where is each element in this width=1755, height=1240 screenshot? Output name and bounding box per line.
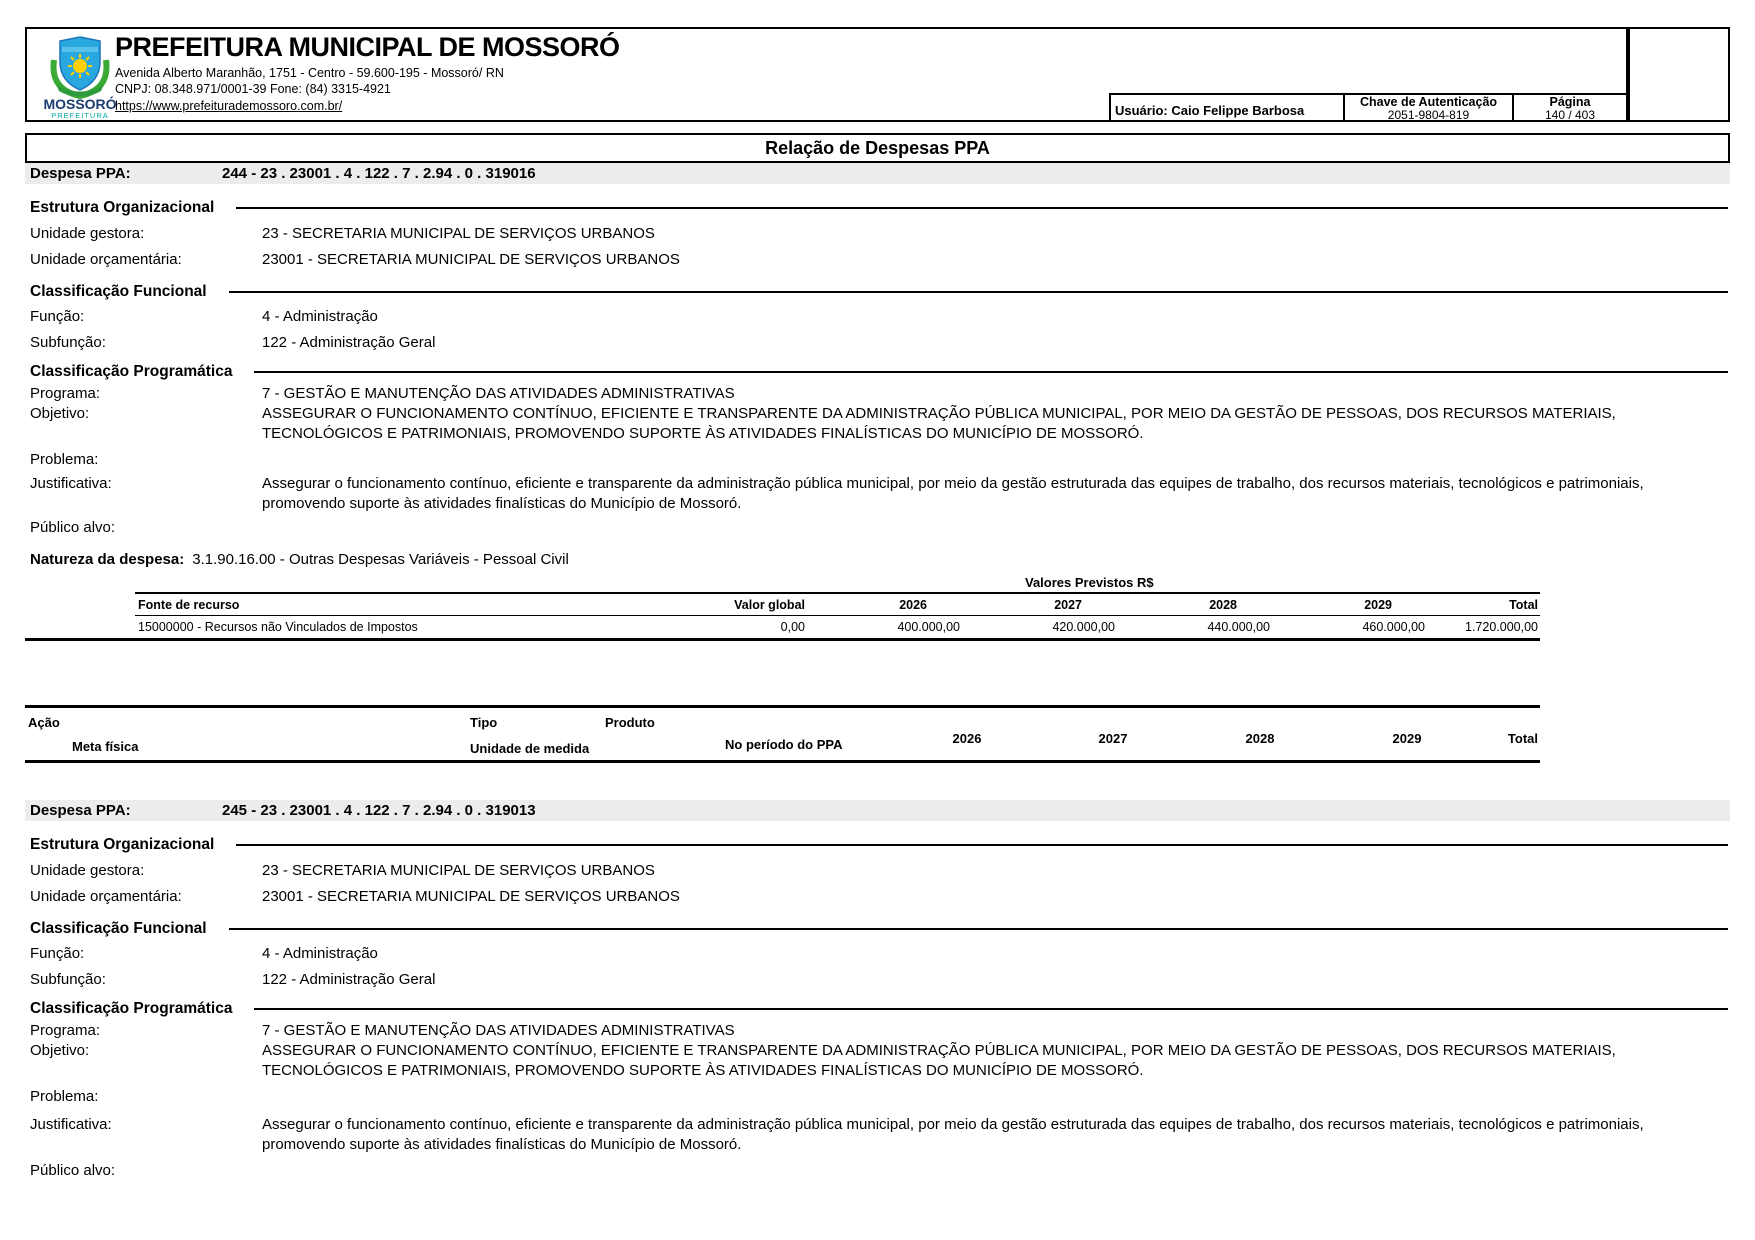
field-value: 23 - SECRETARIA MUNICIPAL DE SERVIÇOS URBANOS	[262, 862, 655, 879]
field-label: Público alvo:	[30, 519, 116, 536]
despesa-code: 244 - 23 . 23001 . 4 . 122 . 7 . 2.94 . 0 . 319016	[222, 165, 536, 182]
valores-previstos-title: Valores Previstos R$	[1025, 575, 1154, 590]
col-fonte-de-recurso: Fonte de recurso	[138, 597, 240, 612]
field-subfuncao	[25, 333, 1730, 353]
section-heading-funcional	[25, 282, 1730, 302]
page-label: Página	[1549, 95, 1591, 109]
field-value: 7 - GESTÃO E MANUTENÇÃO DAS ATIVIDADES ADMINISTRATIVAS	[262, 385, 735, 402]
field-problema	[25, 450, 1730, 470]
section-heading-funcional	[25, 919, 1730, 939]
field-label: Justificativa:	[30, 1116, 112, 1133]
field-funcao	[25, 944, 1730, 964]
section-heading-estrutura	[25, 835, 1730, 855]
logo-subtitle: PREFEITURA	[51, 111, 109, 120]
field-value: 23001 - SECRETARIA MUNICIPAL DE SERVIÇOS URBANOS	[262, 888, 680, 905]
auth-key-cell	[1343, 95, 1512, 120]
col-meta-fisica: Meta física	[72, 739, 139, 754]
heading-text: Classificação Programática	[30, 363, 233, 380]
despesa-band	[25, 163, 1730, 184]
field-value	[262, 450, 1730, 470]
header-user-table	[1109, 93, 1626, 120]
field-value	[262, 1161, 1730, 1181]
header	[25, 27, 1730, 122]
despesa-section-244	[25, 163, 1730, 763]
field-label: Programa:	[30, 1022, 101, 1039]
field-value	[262, 1087, 1730, 1107]
cell-total: 1.720.000,00	[1465, 620, 1538, 634]
sun-icon	[73, 59, 87, 73]
section-heading-programatica	[25, 999, 1730, 1019]
field-value	[262, 518, 1730, 538]
col-unidade-de-medida: Unidade de medida	[470, 741, 590, 756]
field-value: Assegurar o funcionamento contínuo, eficiente e transparente da administração pública municipal, por meio da gestão estruturada das equipes de trabalho, dos recursos materiais, tecnológicos e patrimoniais, promovendo suporte às atividades finalísticas do Município de Mossoró.	[262, 1116, 1644, 1153]
shield-band	[62, 47, 98, 52]
logo-name: MOSSORÓ	[43, 96, 117, 112]
field-programa	[25, 384, 1730, 404]
field-label: Justificativa:	[30, 475, 112, 492]
cell-fonte: 15000000 - Recursos não Vinculados de Impostos	[138, 620, 418, 634]
user-info: Usuário: Caio Felippe Barbosa	[1115, 103, 1305, 118]
field-value: Assegurar o funcionamento contínuo, eficiente e transparente da administração pública municipal, por meio da gestão estruturada das equipes de trabalho, dos recursos materiais, tecnológicos e patrimoniais, promovendo suporte às atividades finalísticas do Município de Mossoró.	[262, 475, 1644, 512]
field-funcao	[25, 307, 1730, 327]
field-label: Objetivo:	[30, 1042, 90, 1059]
col-year-2028: 2028	[1245, 731, 1275, 746]
org-name: PREFEITURA MUNICIPAL DE MOSSORÓ	[115, 32, 620, 62]
section-heading-estrutura	[25, 198, 1730, 218]
field-value: 122 - Administração Geral	[262, 971, 436, 988]
field-value: 7 - GESTÃO E MANUTENÇÃO DAS ATIVIDADES ADMINISTRATIVAS	[262, 1022, 735, 1039]
natureza-value: 3.1.90.16.00 - Outras Despesas Variáveis - Pessoal Civil	[192, 551, 569, 568]
field-label: Unidade orçamentária:	[30, 251, 182, 268]
field-publico-alvo	[25, 518, 1730, 538]
field-problema	[25, 1087, 1730, 1107]
fonte-table-header	[135, 592, 1540, 616]
heading-text: Estrutura Organizacional	[30, 199, 215, 216]
page-cell	[1512, 95, 1626, 120]
field-programa	[25, 1021, 1730, 1041]
field-publico-alvo	[25, 1161, 1730, 1181]
field-label: Função:	[30, 308, 85, 325]
heading-rule	[236, 844, 1728, 846]
section-heading-programatica	[25, 362, 1730, 382]
col-total: Total	[1509, 597, 1538, 612]
field-label: Objetivo:	[30, 405, 90, 422]
field-justificativa	[25, 1115, 1730, 1155]
heading-text: Classificação Funcional	[30, 283, 207, 300]
field-unidade-orcamentaria	[25, 250, 1730, 270]
field-label: Subfunção:	[30, 971, 106, 988]
field-label: Programa:	[30, 385, 101, 402]
heading-rule	[229, 928, 1728, 930]
municipality-crest-logo	[40, 32, 120, 120]
cell-2028: 440.000,00	[1207, 620, 1270, 634]
field-value: ASSEGURAR O FUNCIONAMENTO CONTÍNUO, EFICIENTE E TRANSPARENTE DA ADMINISTRAÇÃO PÚBLICA MUNICIPAL, POR MEIO DA GESTÃO DE PESSOAS, DOS RECURSOS MATERIAIS, TECNOLÓGICOS E PATRIMONIAIS, PROMOVENDO SUPORTE ÀS ATIVIDADES FINALÍSTICAS DO MUNICÍPIO DE MOSSORÓ.	[262, 1042, 1616, 1079]
col-tipo: Tipo	[470, 715, 498, 730]
field-label: Público alvo:	[30, 1162, 116, 1179]
cell-2026: 400.000,00	[897, 620, 960, 634]
cell-2027: 420.000,00	[1052, 620, 1115, 634]
org-cnpj-phone: CNPJ: 08.348.971/0001-39 Fone: (84) 3315-4921	[115, 82, 391, 96]
field-objetivo	[25, 1041, 1730, 1081]
header-empty-box	[1628, 27, 1730, 122]
field-justificativa	[25, 474, 1730, 514]
field-label: Unidade gestora:	[30, 862, 145, 879]
col-year-2029: 2029	[1364, 597, 1392, 612]
field-label: Problema:	[30, 1088, 99, 1105]
natureza-label: Natureza da despesa:	[30, 551, 185, 568]
field-value: 4 - Administração	[262, 308, 378, 325]
fonte-recurso-table	[135, 592, 1540, 638]
col-year-2028: 2028	[1209, 597, 1237, 612]
report-title: Relação de Despesas PPA	[765, 137, 990, 158]
col-acao: Ação	[28, 715, 60, 730]
field-label: Função:	[30, 945, 85, 962]
despesa-section-245	[25, 800, 1730, 1181]
despesa-label: Despesa PPA:	[30, 165, 131, 182]
report-title-bar	[25, 133, 1730, 163]
page-number: 140 / 403	[1544, 108, 1596, 122]
cell-valor-global: 0,00	[780, 620, 805, 634]
field-objetivo	[25, 404, 1730, 444]
field-value: 23001 - SECRETARIA MUNICIPAL DE SERVIÇOS URBANOS	[262, 251, 680, 268]
heading-rule	[229, 291, 1728, 293]
auth-key-value: 2051-9804-819	[1387, 108, 1470, 122]
field-label: Problema:	[30, 451, 99, 468]
despesa-code: 245 - 23 . 23001 . 4 . 122 . 7 . 2.94 . 0 . 319013	[222, 802, 536, 819]
heading-rule	[236, 207, 1728, 209]
org-block	[115, 32, 995, 115]
col-total: Total	[1507, 731, 1538, 746]
field-value: 122 - Administração Geral	[262, 334, 436, 351]
field-value: 23 - SECRETARIA MUNICIPAL DE SERVIÇOS URBANOS	[262, 225, 655, 242]
heading-rule	[254, 371, 1728, 373]
cell-2029: 460.000,00	[1362, 620, 1425, 634]
acao-table-header	[25, 705, 1540, 763]
heading-rule	[254, 1008, 1728, 1010]
org-address: Avenida Alberto Maranhão, 1751 - Centro - 59.600-195 - Mossoró/ RN	[115, 66, 504, 80]
col-year-2027: 2027	[1098, 731, 1128, 746]
heading-text: Estrutura Organizacional	[30, 836, 215, 853]
col-valor-global: Valor global	[734, 597, 805, 612]
col-produto: Produto	[605, 715, 655, 730]
col-year-2026: 2026	[952, 731, 982, 746]
field-label: Unidade orçamentária:	[30, 888, 182, 905]
despesa-label: Despesa PPA:	[30, 802, 131, 819]
field-unidade-gestora	[25, 861, 1730, 881]
col-year-2029: 2029	[1392, 731, 1422, 746]
field-unidade-orcamentaria	[25, 887, 1730, 907]
col-no-periodo-do-ppa: No período do PPA	[725, 737, 843, 752]
header-box	[25, 27, 1628, 122]
field-label: Unidade gestora:	[30, 225, 145, 242]
heading-text: Classificação Funcional	[30, 920, 207, 937]
field-label: Subfunção:	[30, 334, 106, 351]
table-row	[135, 616, 1540, 638]
col-year-2026: 2026	[899, 597, 927, 612]
natureza-row	[25, 550, 1730, 570]
thick-divider	[25, 638, 1540, 641]
field-subfuncao	[25, 970, 1730, 990]
field-value: ASSEGURAR O FUNCIONAMENTO CONTÍNUO, EFICIENTE E TRANSPARENTE DA ADMINISTRAÇÃO PÚBLICA MUNICIPAL, POR MEIO DA GESTÃO DE PESSOAS, DOS RECURSOS MATERIAIS, TECNOLÓGICOS E PATRIMONIAIS, PROMOVENDO SUPORTE ÀS ATIVIDADES FINALÍSTICAS DO MUNICÍPIO DE MOSSORÓ.	[262, 405, 1616, 442]
website-link[interactable]: https://www.prefeiturademossoro.com.br/	[115, 99, 343, 113]
field-value: 4 - Administração	[262, 945, 378, 962]
despesa-band	[25, 800, 1730, 821]
heading-text: Classificação Programática	[30, 1000, 233, 1017]
col-year-2027: 2027	[1054, 597, 1082, 612]
auth-key-label: Chave de Autenticação	[1359, 95, 1498, 109]
field-unidade-gestora	[25, 224, 1730, 244]
